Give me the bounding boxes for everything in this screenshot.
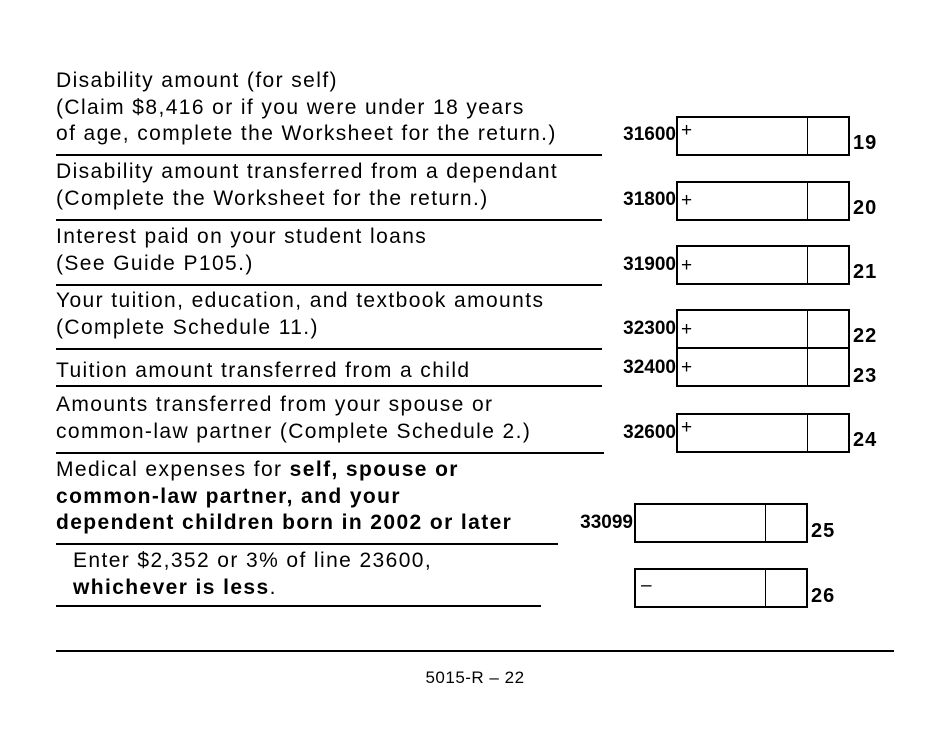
row-divider bbox=[56, 284, 602, 286]
row-divider bbox=[56, 543, 558, 545]
line-21-number: 21 bbox=[853, 261, 878, 283]
plus-sign: + bbox=[681, 120, 693, 141]
line-20-number: 20 bbox=[853, 197, 878, 219]
cents-divider bbox=[807, 118, 808, 154]
cents-divider bbox=[807, 349, 808, 385]
line-26-number: 26 bbox=[811, 585, 836, 607]
line-21-amount-field[interactable] bbox=[676, 245, 850, 285]
line-23-code: 32400 bbox=[623, 357, 676, 378]
line-23-amount-field[interactable] bbox=[676, 347, 850, 387]
line-24-code: 32600 bbox=[623, 422, 676, 443]
cents-divider bbox=[765, 570, 766, 606]
minus-sign: – bbox=[641, 575, 652, 596]
cents-divider bbox=[765, 505, 766, 541]
row-divider bbox=[56, 605, 541, 607]
line-19-amount-field[interactable] bbox=[676, 116, 850, 156]
line-26-description: Enter $2,352 or 3% of line 23600, whichever is less. bbox=[73, 549, 433, 599]
row-divider bbox=[56, 219, 602, 221]
row-divider bbox=[56, 348, 602, 350]
line-21-description: Interest paid on your student loans (See Guide P105.) bbox=[56, 225, 428, 275]
line-24-number: 24 bbox=[853, 429, 878, 451]
line-24-description: Amounts transferred from your spouse or common-law partner (Complete Schedule 2.) bbox=[56, 393, 532, 443]
line-19-code: 31600 bbox=[623, 124, 676, 145]
line-23-description: Tuition amount transferred from a child bbox=[56, 359, 471, 382]
line-22-code: 32300 bbox=[623, 318, 676, 339]
line-22-number: 22 bbox=[853, 325, 878, 347]
cents-divider bbox=[807, 415, 808, 451]
row-divider bbox=[56, 154, 602, 156]
line-26-amount-field[interactable] bbox=[634, 568, 808, 608]
plus-sign: + bbox=[681, 319, 693, 340]
line-23-number: 23 bbox=[853, 365, 878, 387]
line-20-description: Disability amount transferred from a dependant (Complete the Worksheet for the return.) bbox=[56, 160, 559, 210]
line-19-number: 19 bbox=[853, 132, 878, 154]
line-25-description: Medical expenses for self, spouse or common-law partner, and your dependent children born in 2002 or later bbox=[56, 458, 513, 534]
plus-sign: + bbox=[681, 357, 693, 378]
row-divider bbox=[56, 385, 602, 387]
footer-rule bbox=[56, 650, 894, 652]
plus-sign: + bbox=[681, 255, 693, 276]
line-25-amount-field[interactable] bbox=[634, 503, 808, 543]
page-number: 5015-R – 22 bbox=[425, 668, 525, 687]
row-divider bbox=[56, 452, 604, 454]
plus-sign: + bbox=[681, 190, 693, 211]
cents-divider bbox=[807, 311, 808, 347]
line-20-amount-field[interactable] bbox=[676, 181, 850, 221]
line-25-code: 33099 bbox=[580, 512, 633, 533]
line-20-code: 31800 bbox=[623, 189, 676, 210]
line-24-amount-field[interactable] bbox=[676, 413, 850, 453]
cents-divider bbox=[807, 247, 808, 283]
line-19-description: Disability amount (for self) (Claim $8,416 or if you were under 18 years of age, complete the Worksheet for the return.) bbox=[56, 69, 557, 145]
plus-sign: + bbox=[681, 417, 693, 438]
cents-divider bbox=[807, 183, 808, 219]
line-25-number: 25 bbox=[811, 520, 836, 542]
line-22-amount-field[interactable] bbox=[676, 309, 850, 349]
line-22-description: Your tuition, education, and textbook amounts (Complete Schedule 11.) bbox=[56, 289, 545, 339]
line-21-code: 31900 bbox=[623, 254, 676, 275]
